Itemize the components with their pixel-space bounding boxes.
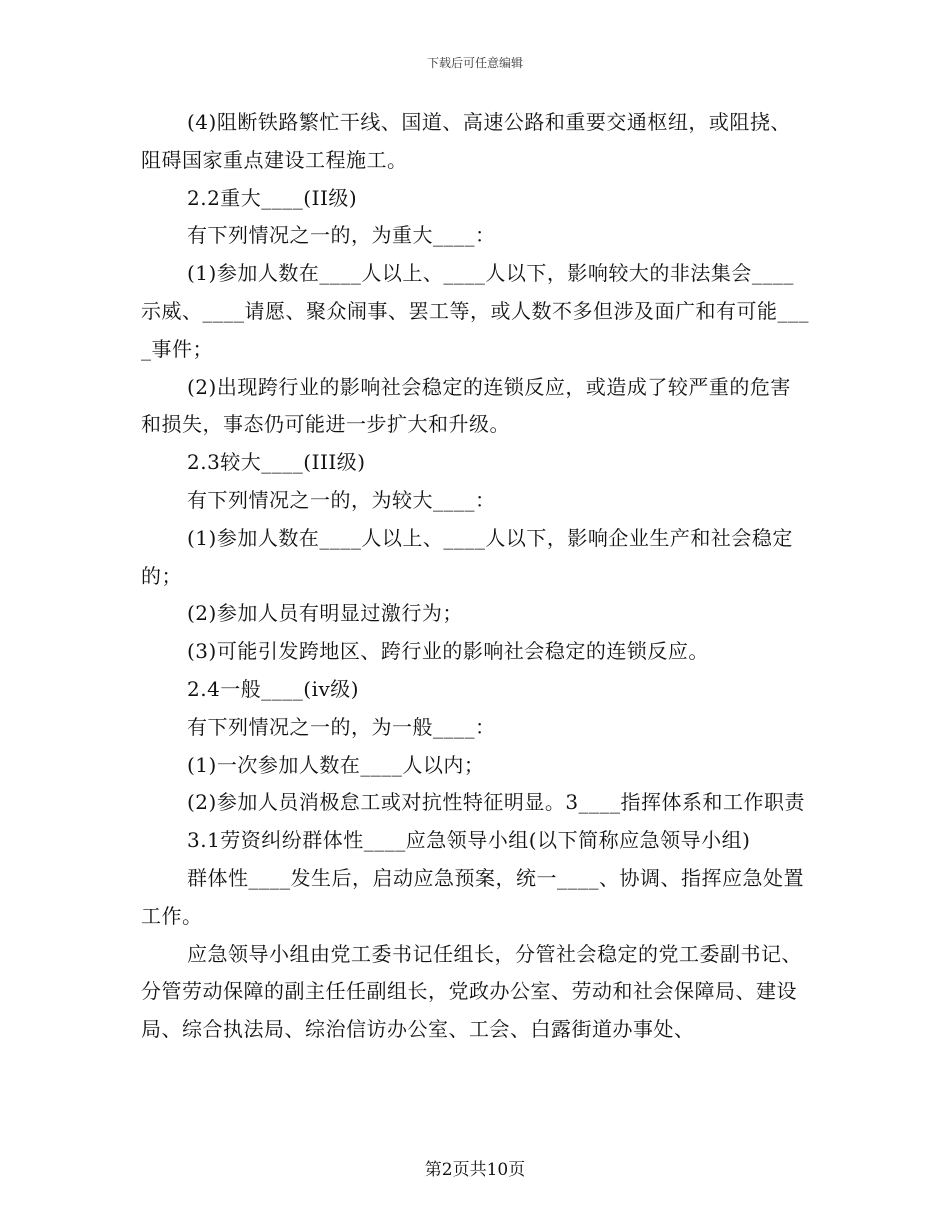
section-heading-2-2: 2.2重大____(II级) <box>187 185 358 210</box>
page-footer: 第2页共10页 <box>424 1160 526 1180</box>
paragraph-11: (2)参加人员消极怠工或对抗性特征明显。3____指挥体系和工作职责 <box>187 790 806 815</box>
paragraph-9: 有下列情况之一的，为一般____： <box>187 714 496 739</box>
section-heading-2-4: 2.4一般____(iv级) <box>187 676 360 701</box>
document-body <box>141 104 811 1049</box>
section-heading-2-3: 2.3较大____(III级) <box>187 450 366 475</box>
paragraph-6: (1)参加人数在____人以上、____人以下，影响企业生产和社会稳定的； <box>141 525 793 588</box>
paragraph-7: (2)参加人员有明显过激行为； <box>187 601 463 626</box>
paragraph-1: (4)阻断铁路繁忙干线、国道、高速公路和重要交通枢纽，或阻挠、阻碍国家重点建设工程施工。 <box>141 110 791 172</box>
paragraph-10: (1)一次参加人数在____人以内； <box>187 752 485 777</box>
paragraph-2: 有下列情况之一的，为重大____： <box>187 223 496 248</box>
paragraph-5: 有下列情况之一的，为较大____： <box>187 487 496 512</box>
paragraph-8: (3)可能引发跨地区、跨行业的影响社会稳定的连锁反应。 <box>187 639 709 664</box>
paragraph-12: 群体性____发生后，启动应急预案，统一____、协调、指挥应急处置工作。 <box>141 865 804 928</box>
paragraph-13: 应急领导小组由党工委书记任组长，分管社会稳定的党工委副书记、分管劳动保障的副主任任副组长，党政办公室、劳动和社会保障局、建设局、综合执法局、综治信访办公室、工会、白露街道办事处、 <box>141 941 802 1042</box>
paragraph-4: (2)出现跨行业的影响社会稳定的连锁反应，或造成了较严重的危害和损失，事态仍可能进一步扩大和升级。 <box>141 374 791 437</box>
page-header: 下载后可任意编辑 <box>426 56 523 70</box>
paragraph-3: (1)参加人数在____人以上、____人以下，影响较大的非法集会____示威、____请愿、聚众闹事、罢工等，或人数不多但涉及面广和有可能____事件； <box>141 261 809 361</box>
section-heading-3-1: 3.1劳资纠纷群体性____应急领导小组(以下简称应急领导小组) <box>187 828 751 853</box>
